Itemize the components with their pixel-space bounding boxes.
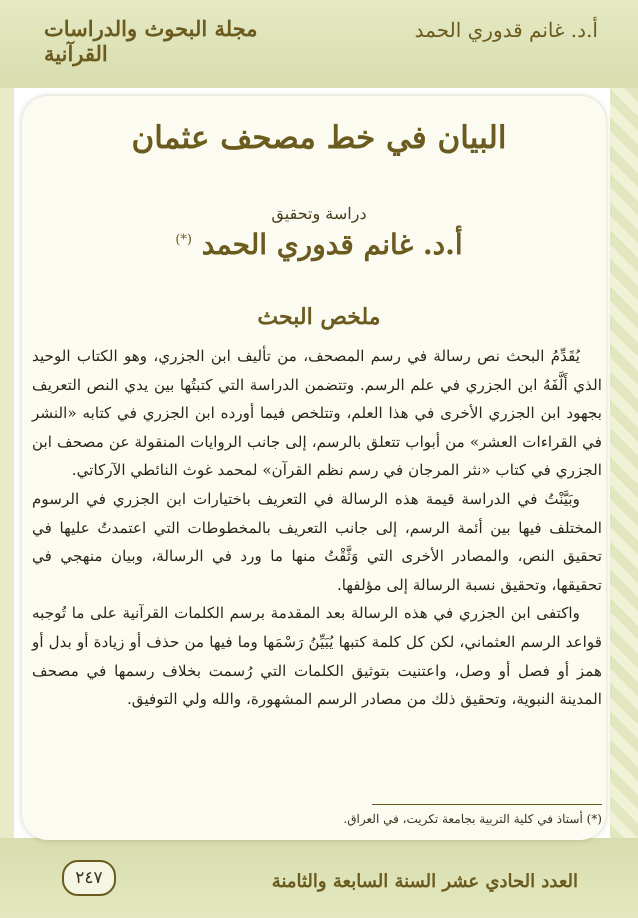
journal-name: مجلة البحوث والدراسات القرآنية	[44, 16, 258, 66]
author-footnote-mark: (*)	[175, 232, 192, 248]
article-author	[40, 228, 598, 261]
article-subtitle: دراسة وتحقيق	[271, 204, 367, 223]
page-number: ٢٤٧	[62, 860, 116, 896]
abstract-body	[32, 342, 602, 714]
abstract-paragraph-3: واكتفى ابن الجزري في هذه الرسالة بعد المقدمة برسم الكلمات القرآنية على ما تُوجبه قواعد الرسم العثماني، لكن كل كلمة كتبها يُبَيِّنُ رَسْمَها وما فيها من حذف أو زيادة أو بدل أو همز أو فصل أو وصل، واعتنيت بتوثيق الكلمات التي رُسمت بخلاف رسمها في مصحف المدينة النبوية، وتحقيق ذلك من مصادر الرسم المشهورة، والله ولي التوفيق.	[32, 604, 602, 709]
abstract-paragraph-1: يُقَدِّمُ البحث نص رسالة في رسم المصحف، من تأليف ابن الجزري، وهو الكتاب الوحيد الذي أَلَّفَهُ ابن الجزري في علم الرسم. وتتضمن الدراسة التي كتبتُها بين يدي النص التعريف بجهود ابن الجزري الأخرى في هذا العلم، وتتلخص فيما أورده ابن الجزري في كتابه «النشر في القراءات العشر» من أبواب تتعلق بالرسم، إلى جانب الروايات المنقولة عن مصحف ابن الجزري في كتاب «نثر المرجان في رسم نظم القرآن» لمحمد غوث النائطي الآركاتي.	[32, 347, 602, 480]
abstract-heading: ملخص البحث	[257, 304, 381, 330]
decorative-side-pattern	[610, 88, 638, 838]
author-name-text: أ.د. غانم قدوري الحمد	[201, 228, 463, 261]
article-title: البيان في خط مصحف عثمان	[131, 120, 507, 156]
header-author: أ.د. غانم قدوري الحمد	[414, 18, 598, 42]
abstract-paragraph-2: وبَيَّنْتُ في الدراسة قيمة هذه الرسالة في التعريف باختيارات ابن الجزري في الرسوم المختلف فيها بين أئمة الرسم، إلى جانب التعريف بالمخطوطات التي اعتمدتُ عليها في تحقيق النص، والمصادر الأخرى التي وَثَّقْتُ منها ما ورد في الرسالة، وبيان منهجي في تحقيقها، وتحقيق نسبة الرسالة إلى مؤلفها.	[32, 489, 602, 594]
footnote: (*) أستاذ في كلية التربية بجامعة تكريت، في العراق.	[343, 812, 602, 826]
decorative-side-strip	[0, 88, 14, 838]
footnote-divider	[372, 804, 602, 805]
issue-label: العدد الحادي عشر السنة السابعة والثامنة	[271, 871, 578, 892]
